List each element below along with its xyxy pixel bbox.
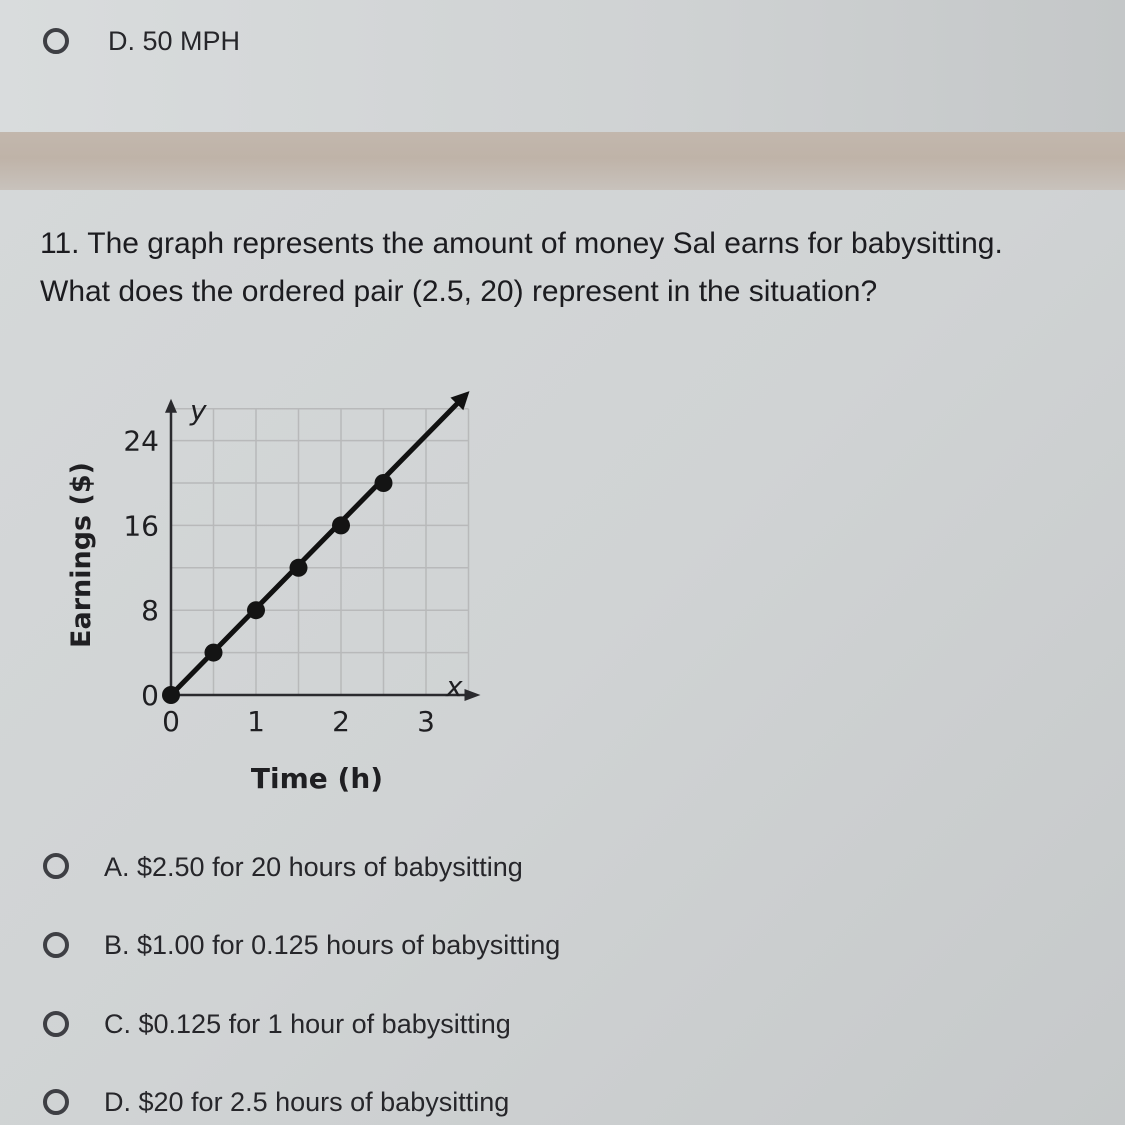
option-b-radio[interactable] xyxy=(43,932,69,958)
option-d-label-previous[interactable]: D. 50 MPH xyxy=(108,26,241,56)
graph-labels xyxy=(66,394,463,795)
x-tick-label: 1 xyxy=(247,705,265,738)
option-b-label[interactable]: B. $1.00 for 0.125 hours of babysitting xyxy=(104,930,561,960)
x-tick-label: 0 xyxy=(162,705,180,738)
option-a-radio[interactable] xyxy=(43,853,69,879)
x-axis-letter: x xyxy=(446,670,463,703)
option-d-label[interactable]: D. $20 for 2.5 hours of babysitting xyxy=(104,1087,510,1117)
y-axis-arrowhead xyxy=(165,399,177,413)
question-text xyxy=(40,220,1110,316)
option-c-radio[interactable] xyxy=(43,1011,69,1037)
x-axis-label: Time (h) xyxy=(250,762,384,795)
data-point xyxy=(247,601,265,619)
data-point xyxy=(162,686,180,704)
x-axis-arrowhead xyxy=(465,689,481,701)
data-point xyxy=(290,559,308,577)
earnings-graph xyxy=(40,380,520,810)
y-tick-label: 16 xyxy=(123,509,159,543)
question-line-2: What does the ordered pair (2.5, 20) represent in the situation? xyxy=(40,275,878,308)
y-tick-label: 24 xyxy=(123,424,159,458)
x-tick-label: 2 xyxy=(332,705,350,738)
previous-question-card xyxy=(0,0,1125,132)
data-point xyxy=(332,516,350,534)
data-point xyxy=(375,474,393,492)
option-a-label[interactable]: A. $2.50 for 20 hours of babysitting xyxy=(104,852,523,882)
y-tick-label: 8 xyxy=(141,594,159,628)
y-axis-label: Earnings ($) xyxy=(66,462,97,648)
card-divider xyxy=(0,132,1125,190)
y-tick-label: 0 xyxy=(141,679,159,712)
y-axis-letter: y xyxy=(190,394,207,427)
option-d-radio-previous[interactable] xyxy=(43,28,69,54)
data-point xyxy=(205,644,223,662)
x-tick-label: 3 xyxy=(417,705,435,738)
option-d-radio[interactable] xyxy=(43,1089,69,1115)
question-line-1: 11. The graph represents the amount of money Sal earns for babysitting. xyxy=(40,227,1003,260)
option-c-label[interactable]: C. $0.125 for 1 hour of babysitting xyxy=(104,1009,511,1039)
